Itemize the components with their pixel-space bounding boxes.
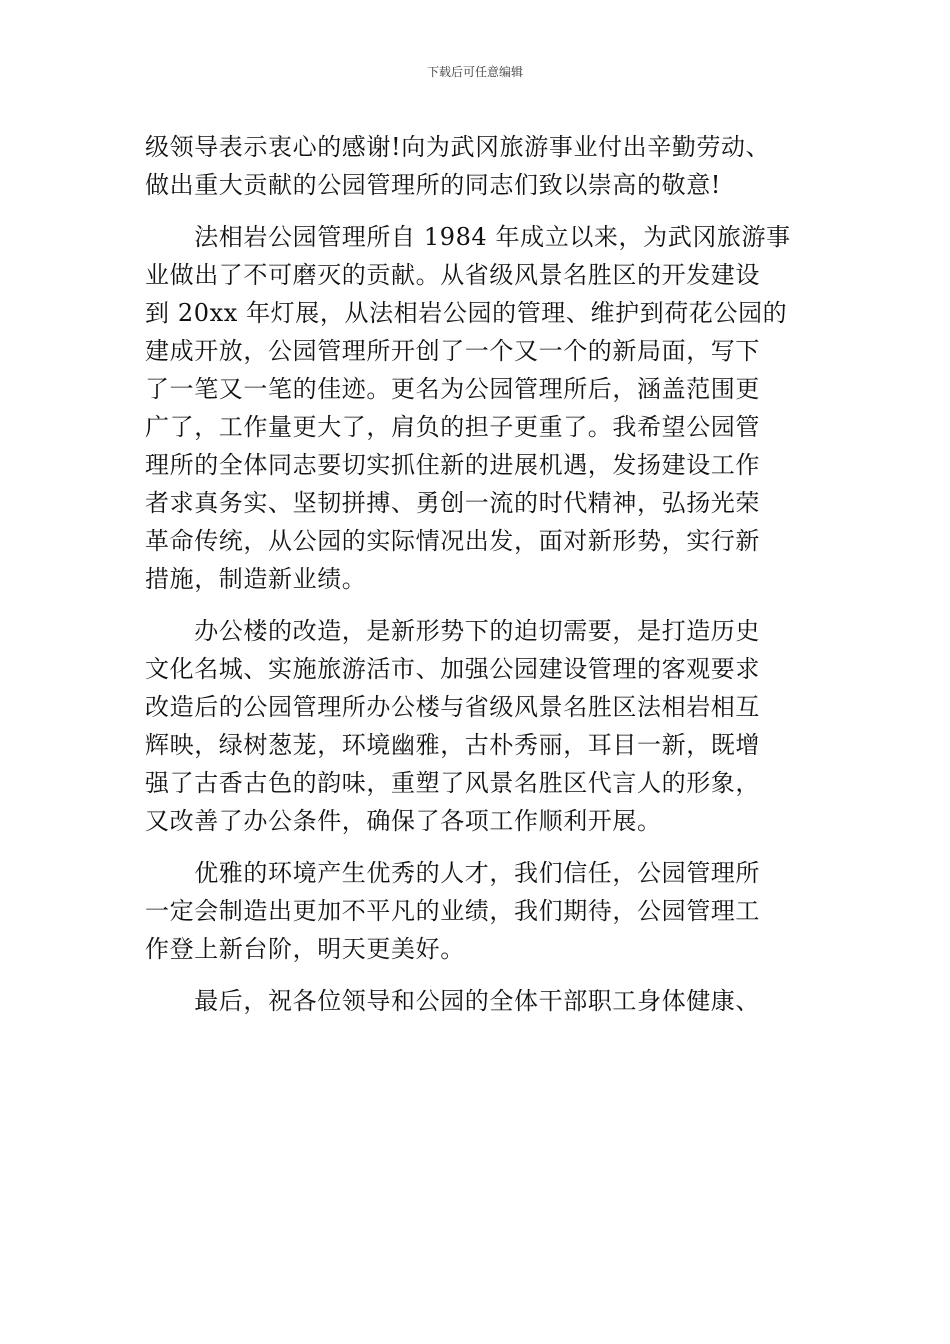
- text-line: 者求真务实、坚韧拼搏、勇创一流的时代精神，弘扬光荣: [145, 489, 760, 517]
- page-header: 下载后可任意编辑: [426, 65, 523, 79]
- text-line: 文化名城、实施旅游活市、加强公园建设管理的客观要求: [145, 655, 760, 683]
- text-line: 最后，祝各位领导和公园的全体干部职工身体健康、: [145, 987, 760, 1015]
- paragraph: [145, 218, 807, 598]
- text-line: 理所的全体同志要切实抓住新的进展机遇，发扬建设工作: [145, 451, 760, 479]
- text-line: 又改善了办公条件，确保了各项工作顺利开展。: [145, 807, 662, 835]
- text-line: 建成开放，公园管理所开创了一个又一个的新局面，写下: [145, 337, 760, 365]
- text-line: 到 20xx 年灯展，从法相岩公园的管理、维护到荷花公园的: [145, 299, 788, 327]
- text-line: 强了古香古色的韵味，重塑了风景名胜区代言人的形象，: [145, 769, 760, 797]
- text-line: 级领导表示衷心的感谢!向为武冈旅游事业付出辛勤劳动、: [145, 133, 771, 161]
- document-body: [145, 128, 807, 1020]
- paragraph: [145, 982, 807, 1020]
- text-line: 优雅的环境产生优秀的人才，我们信任，公园管理所: [145, 859, 760, 887]
- text-line: 改造后的公园管理所办公楼与省级风景名胜区法相岩相互: [145, 693, 760, 721]
- text-line: 业做出了不可磨灭的贡献。从省级风景名胜区的开发建设: [145, 261, 760, 289]
- text-line: 作登上新台阶，明天更美好。: [145, 935, 465, 963]
- text-line: 法相岩公园管理所自 1984 年成立以来，为武冈旅游事: [145, 223, 791, 251]
- paragraph: [145, 612, 807, 840]
- text-line: 做出重大贡献的公园管理所的同志们致以崇高的敬意!: [145, 171, 722, 199]
- paragraph: [145, 854, 807, 968]
- text-line: 了一笔又一笔的佳迹。更名为公园管理所后，涵盖范围更: [145, 375, 760, 403]
- text-line: 措施，制造新业绩。: [145, 565, 367, 593]
- text-line: 广了，工作量更大了，肩负的担子更重了。我希望公园管: [145, 413, 760, 441]
- text-line: 一定会制造出更加不平凡的业绩，我们期待，公园管理工: [145, 897, 760, 925]
- text-line: 辉映，绿树葱茏，环境幽雅，古朴秀丽，耳目一新，既增: [145, 731, 760, 759]
- text-line: 办公楼的改造，是新形势下的迫切需要，是打造历史: [145, 617, 760, 645]
- paragraph: [145, 128, 807, 204]
- text-line: 革命传统，从公园的实际情况出发，面对新形势，实行新: [145, 527, 760, 555]
